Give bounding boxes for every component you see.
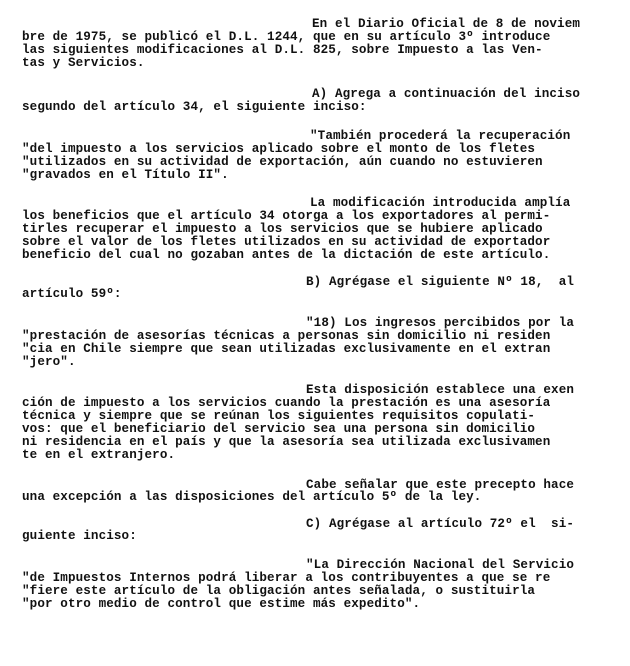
text-line: "También procederá la recuperación	[310, 129, 571, 143]
text-line: Cabe señalar que este precepto hace	[306, 478, 575, 492]
text-line: "cia en Chile siempre que sean utilizadas exclusivamente en el extran	[22, 342, 551, 356]
text-line: tirles recuperar el impuesto a los servicios que se hubiere aplicado	[22, 222, 543, 236]
text-line: "La Dirección Nacional del Servicio	[306, 558, 575, 572]
text-line: "utilizados en su actividad de exportación, aún cuando no estuvieren	[22, 155, 543, 169]
text-line: técnica y siempre que se reúnan los siguientes requisitos copulati-	[22, 409, 536, 423]
text-line: tas y Servicios.	[22, 56, 145, 70]
text-line: La modificación introducida amplía	[310, 196, 571, 210]
text-line: B) Agrégase el siguiente Nº 18, al	[306, 275, 575, 289]
text-line: vos: que el beneficiario del servicio sea una persona sin domicilio	[22, 422, 536, 436]
text-line: te en el extranjero.	[22, 448, 176, 462]
text-line: En el Diario Oficial de 8 de noviem	[312, 17, 581, 31]
text-line: segundo del artículo 34, el siguiente inciso:	[22, 100, 367, 114]
text-line: artículo 59º:	[22, 287, 122, 301]
text-line: bre de 1975, se publicó el D.L. 1244, que en su artículo 3º introduce	[22, 30, 551, 44]
text-line: "prestación de asesorías técnicas a personas sin domicilio ni residen	[22, 329, 551, 343]
text-line: las siguientes modificaciones al D.L. 825, sobre Impuesto a las Ven-	[22, 43, 543, 57]
text-line: "gravados en el Título II".	[22, 168, 229, 182]
text-line: beneficio del cual no gozaban antes de la dictación de este artículo.	[22, 248, 551, 262]
text-line: "18) Los ingresos percibidos por la	[306, 316, 575, 330]
text-line: ción de impuesto a los servicios cuando la prestación es una asesoría	[22, 396, 551, 410]
text-line: "por otro medio de control que estime más expedito".	[22, 597, 421, 611]
text-line: guiente inciso:	[22, 529, 137, 543]
text-line: "de Impuestos Internos podrá liberar a los contribuyentes a que se re	[22, 571, 551, 585]
text-line: los beneficios que el artículo 34 otorga a los exportadores al permi-	[22, 209, 551, 223]
text-line: "fiere este artículo de la obligación antes señalada, o sustituirla	[22, 584, 536, 598]
text-line: "jero".	[22, 355, 76, 369]
text-line: Esta disposición establece una exen	[306, 383, 575, 397]
text-line: una excepción a las disposiciones del artículo 5º de la ley.	[22, 490, 482, 504]
text-line: C) Agrégase al artículo 72º el si-	[306, 517, 575, 531]
text-line: A) Agrega a continuación del inciso	[312, 87, 581, 101]
text-line: "del impuesto a los servicios aplicado sobre el monto de los fletes	[22, 142, 536, 156]
text-line: sobre el valor de los fletes utilizados en su actividad de exportador	[22, 235, 551, 249]
text-line: ni residencia en el país y que la asesoría sea utilizada exclusivamen	[22, 435, 551, 449]
